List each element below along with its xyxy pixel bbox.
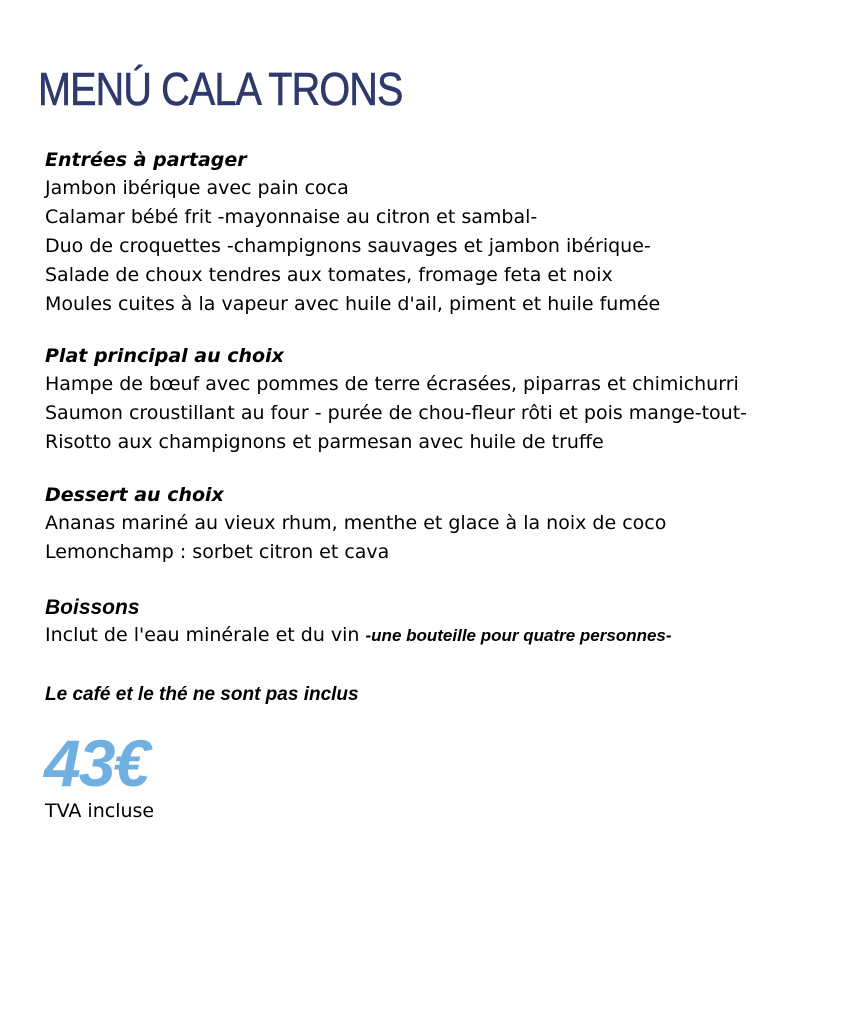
menu-item: Salade de choux tendres aux tomates, fromage feta et noix bbox=[45, 264, 613, 286]
menu-item: Calamar bébé frit -mayonnaise au citron et sambal- bbox=[45, 206, 538, 228]
drinks-text: Inclut de l'eau minérale et du vin bbox=[45, 624, 366, 646]
menu-item: Risotto aux champignons et parmesan avec huile de truffe bbox=[45, 431, 604, 453]
drinks-line bbox=[45, 621, 672, 650]
menu-item: Hampe de bœuf avec pommes de terre écrasées, piparras et chimichurri bbox=[45, 373, 739, 395]
starters-section bbox=[45, 147, 660, 319]
menu-item: Moules cuites à la vapeur avec huile d'ail, piment et huile fumée bbox=[45, 293, 661, 315]
menu-item: Duo de croquettes -champignons sauvages et jambon ibérique- bbox=[45, 235, 651, 257]
drinks-heading: Boissons bbox=[45, 596, 140, 619]
menu-item: Ananas mariné au vieux rhum, menthe et glace à la noix de coco bbox=[45, 512, 667, 534]
price: 43€ bbox=[44, 726, 149, 800]
desserts-heading: Dessert au choix bbox=[45, 484, 224, 506]
desserts-section bbox=[45, 482, 666, 567]
menu-item: Saumon croustillant au four - purée de chou-fleur rôti et pois mange-tout- bbox=[45, 402, 748, 424]
menu-title: MENÚ CALA TRONS bbox=[38, 63, 403, 115]
drinks-note: -une bouteille pour quatre personnes- bbox=[365, 626, 672, 645]
starters-heading: Entrées à partager bbox=[45, 149, 247, 171]
drinks-section bbox=[45, 594, 672, 650]
menu-item: Jambon ibérique avec pain coca bbox=[45, 177, 349, 199]
menu-item: Lemonchamp : sorbet citron et cava bbox=[45, 541, 390, 563]
mains-heading: Plat principal au choix bbox=[45, 345, 284, 367]
vat-note: TVA incluse bbox=[45, 800, 155, 822]
footnote: Le café et le thé ne sont pas inclus bbox=[45, 684, 359, 705]
mains-section bbox=[45, 343, 747, 457]
